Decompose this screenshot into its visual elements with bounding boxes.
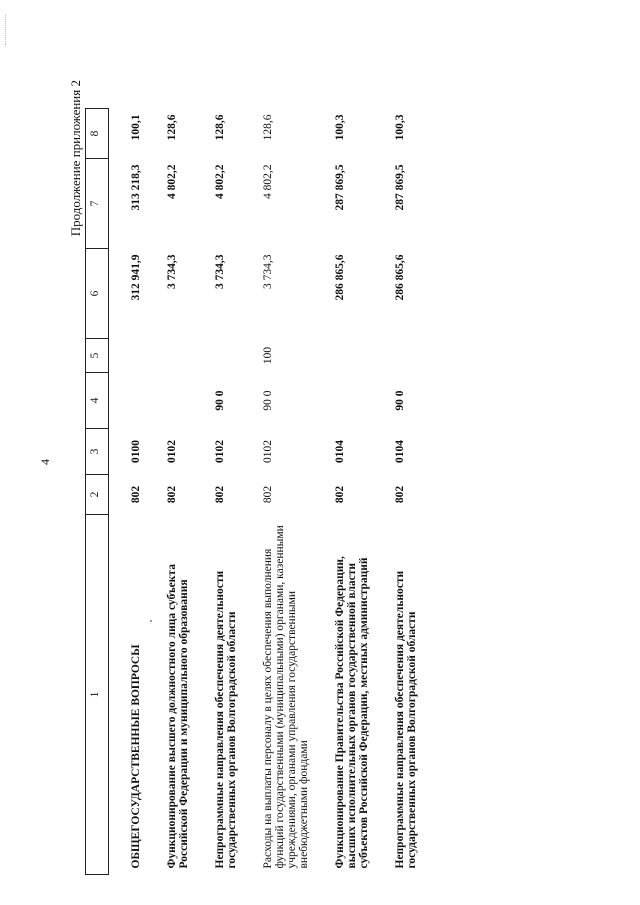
header-col-4: 4 bbox=[86, 373, 109, 429]
table-header-row bbox=[86, 109, 109, 875]
header-col-3: 3 bbox=[86, 429, 109, 475]
row-ved: 802 bbox=[334, 485, 346, 504]
row-name: Непрограммные направления обеспечения деятельности государственных органов Волгоградской области bbox=[214, 570, 238, 869]
row-ved: 802 bbox=[166, 485, 178, 504]
header-col-5: 5 bbox=[86, 339, 109, 373]
row-target: 90 0 bbox=[262, 390, 274, 411]
header-col-6: 6 bbox=[86, 249, 109, 339]
row-expense-type: 100 bbox=[262, 346, 274, 365]
budget-table bbox=[85, 108, 421, 875]
row-percent: 100,3 bbox=[394, 114, 406, 141]
row-actual: 4 802,2 bbox=[214, 164, 226, 199]
row-percent: 100,3 bbox=[334, 114, 346, 141]
row-section: 0102 bbox=[166, 440, 178, 463]
row-name: Функционирование высшего должностного лица субъекта Российской Федерации и муниципального образования bbox=[166, 564, 190, 869]
header-col-7: 7 bbox=[86, 159, 109, 249]
row-expense-type bbox=[163, 339, 193, 373]
row-name: Непрограммные направления обеспечения деятельности государственных органов Волгоградской области bbox=[394, 570, 418, 869]
row-name: ОБЩЕГОСУДАРСТВЕННЫЕ ВОПРОСЫ bbox=[130, 644, 142, 869]
row-planned: 286 865,6 bbox=[334, 254, 346, 301]
row-expense-type bbox=[211, 339, 241, 373]
row-section: 0100 bbox=[130, 440, 142, 463]
row-ved: 802 bbox=[214, 485, 226, 504]
page-number: 4 bbox=[38, 459, 52, 465]
row-actual: 287 869,5 bbox=[394, 164, 406, 211]
row-actual: 313 218,3 bbox=[130, 164, 142, 211]
row-ved: 802 bbox=[130, 485, 142, 504]
row-percent: 100,1 bbox=[130, 114, 142, 141]
table-row bbox=[211, 109, 241, 875]
row-name: Расходы на выплаты персоналу в целях обеспечения выполнения функций государственными (муниципальными) органами, казенными учреждениями, органами управления государственными внебюджетными фондами bbox=[262, 525, 310, 869]
row-planned: 286 865,6 bbox=[394, 254, 406, 301]
row-planned: 312 941,9 bbox=[130, 254, 142, 301]
row-planned: 3 734,3 bbox=[214, 254, 226, 289]
header-col-1: 1 bbox=[86, 515, 109, 875]
table-row bbox=[127, 109, 145, 875]
continuation-label: Продолжение приложения 2 bbox=[68, 80, 83, 237]
row-section: 0102 bbox=[214, 440, 226, 463]
row-expense-type bbox=[127, 339, 145, 373]
row-ved: 802 bbox=[262, 485, 274, 504]
row-section: 0102 bbox=[262, 440, 274, 463]
row-target bbox=[127, 373, 145, 429]
row-target: 90 0 bbox=[394, 390, 406, 411]
row-expense-type bbox=[391, 339, 421, 373]
row-section: 0104 bbox=[394, 440, 406, 463]
row-actual: 287 869,5 bbox=[334, 164, 346, 211]
table-row bbox=[391, 109, 421, 875]
row-expense-type bbox=[331, 339, 373, 373]
row-percent: 128,6 bbox=[262, 114, 274, 141]
row-ved: 802 bbox=[394, 485, 406, 504]
scan-speck bbox=[150, 620, 152, 622]
row-target: 90 0 bbox=[214, 390, 226, 411]
scan-mark bbox=[5, 15, 9, 45]
header-col-8: 8 bbox=[86, 109, 109, 159]
table-row bbox=[163, 109, 193, 875]
row-target bbox=[331, 373, 373, 429]
row-actual: 4 802,2 bbox=[166, 164, 178, 199]
header-col-2: 2 bbox=[86, 475, 109, 515]
row-percent: 128,6 bbox=[214, 114, 226, 141]
table-row bbox=[259, 109, 313, 875]
row-planned: 3 734,3 bbox=[262, 254, 274, 289]
row-target bbox=[163, 373, 193, 429]
row-percent: 128,6 bbox=[166, 114, 178, 141]
table-row bbox=[331, 109, 373, 875]
row-actual: 4 802,2 bbox=[262, 164, 274, 199]
row-planned: 3 734,3 bbox=[166, 254, 178, 289]
row-name: Функционирование Правительства Российской Федерации, высших исполнительных органов государственной власти субъектов Российской Федерации, местных администраций bbox=[334, 556, 370, 869]
row-section: 0104 bbox=[334, 440, 346, 463]
